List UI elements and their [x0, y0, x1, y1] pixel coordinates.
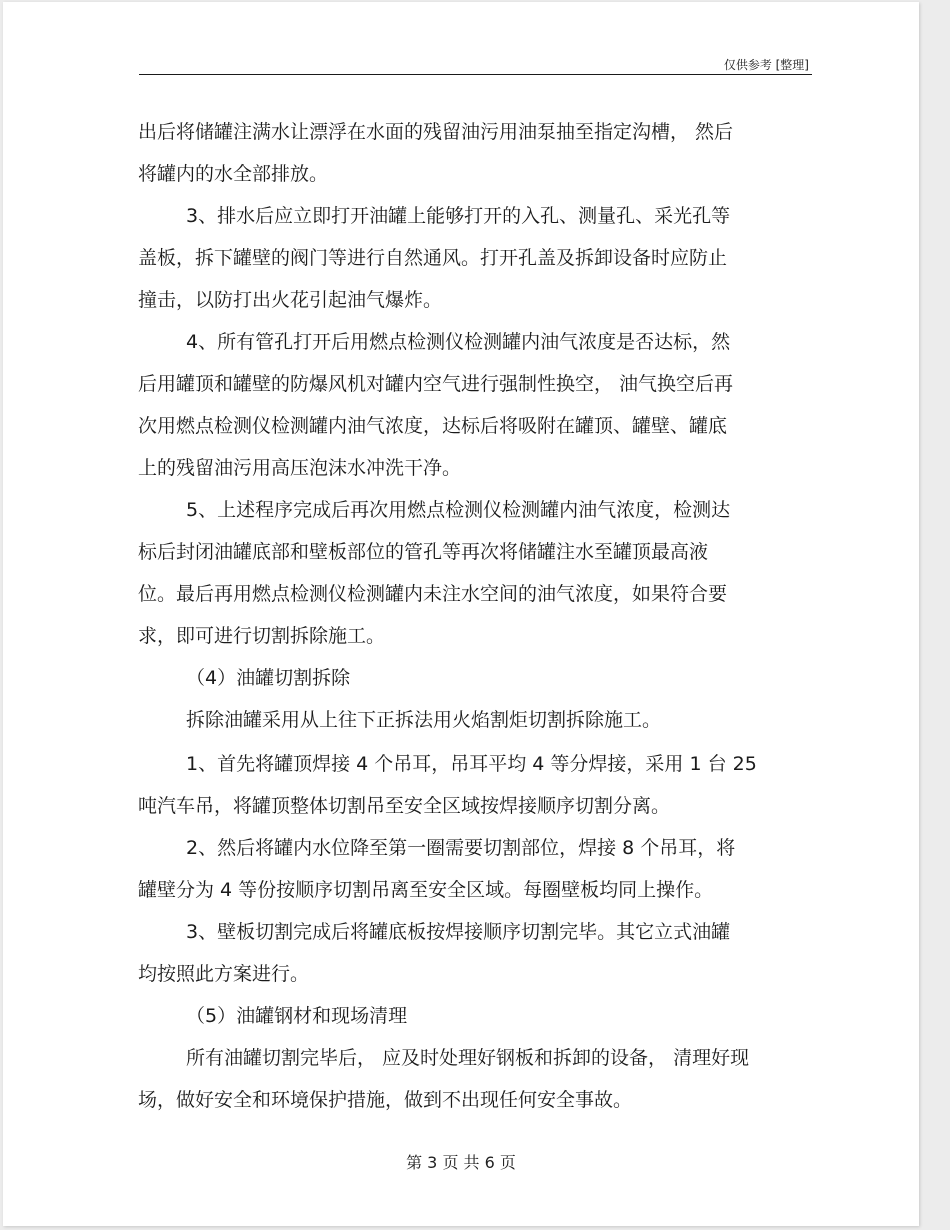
body-line: 上的残留油污用高压泡沫水冲洗干净。	[138, 457, 462, 479]
body-line: 5、上述程序完成后再次用燃点检测仪检测罐内油气浓度，检测达	[186, 499, 731, 521]
body-line: 次用燃点检测仪检测罐内油气浓度，达标后将吸附在罐顶、罐壁、罐底	[138, 415, 728, 437]
body-line: 均按照此方案进行。	[138, 963, 310, 985]
body-line: 求，即可进行切割拆除施工。	[138, 625, 386, 647]
body-line: 后用罐顶和罐壁的防爆风机对罐内空气进行强制性换空， 油气换空后再	[138, 373, 734, 395]
body-line: 出后将储罐注满水让漂浮在水面的残留油污用油泵抽至指定沟槽， 然后	[138, 121, 734, 143]
body-line: 撞击，以防打出火花引起油气爆炸。	[138, 289, 443, 311]
body-line: 罐壁分为 4 等份按顺序切割吊离至安全区域。每圈壁板均同上操作。	[138, 879, 714, 901]
section-heading: （4）油罐切割拆除	[186, 667, 351, 689]
body-line: 拆除油罐采用从上往下正拆法用火焰割炬切割拆除施工。	[186, 709, 662, 731]
section-heading: （5）油罐钢材和现场清理	[186, 1005, 408, 1027]
body-line: 位。最后再用燃点检测仪检测罐内未注水空间的油气浓度，如果符合要	[138, 583, 728, 605]
body-line: 所有油罐切割完毕后， 应及时处理好钢板和拆卸的设备， 清理好现	[186, 1047, 750, 1069]
body-line: 1、首先将罐顶焊接 4 个吊耳，吊耳平均 4 等分焊接，采用 1 台 25	[186, 753, 757, 775]
page-header: 仅供参考 [整理]	[723, 58, 809, 72]
body-line: 3、排水后应立即打开油罐上能够打开的入孔、测量孔、采光孔等	[186, 205, 731, 227]
document-page	[3, 2, 919, 1226]
body-line: 场，做好安全和环境保护措施，做到不出现任何安全事故。	[138, 1089, 633, 1111]
body-line: 3、壁板切割完成后将罐底板按焊接顺序切割完毕。其它立式油罐	[186, 921, 731, 943]
body-line: 盖板，拆下罐壁的阀门等进行自然通风。打开孔盖及拆卸设备时应防止	[138, 247, 728, 269]
page-number-footer: 第 3 页 共 6 页	[406, 1153, 516, 1172]
header-divider	[139, 74, 812, 75]
body-line: 吨汽车吊，将罐顶整体切割吊至安全区域按焊接顺序切割分离。	[138, 795, 671, 817]
body-line: 标后封闭油罐底部和壁板部位的管孔等再次将储罐注水至罐顶最高液	[138, 541, 709, 563]
body-line: 4、所有管孔打开后用燃点检测仪检测罐内油气浓度是否达标，然	[186, 331, 731, 353]
body-line: 2、然后将罐内水位降至第一圈需要切割部位，焊接 8 个吊耳，将	[186, 837, 736, 859]
body-line: 将罐内的水全部排放。	[138, 163, 329, 185]
